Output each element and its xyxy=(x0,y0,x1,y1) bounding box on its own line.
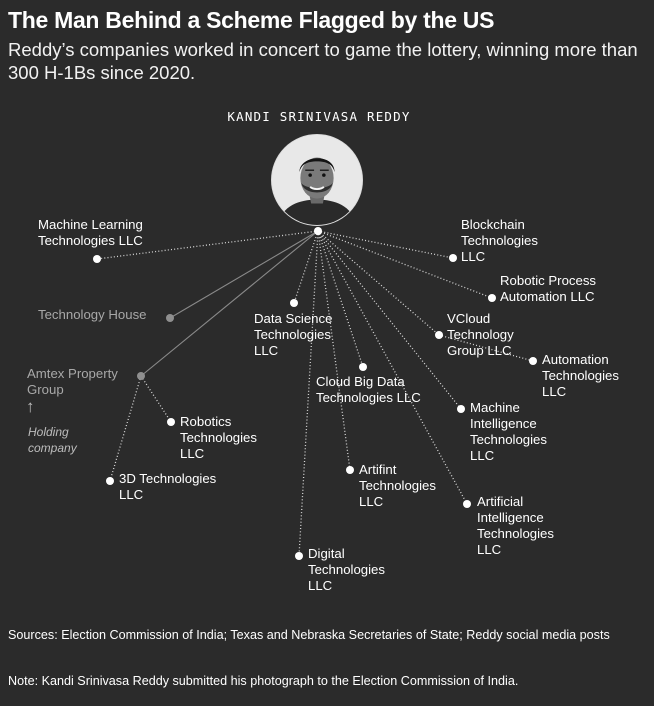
node-artificial-intelligence-technologies: Artificial Intelligence Technologies LLC xyxy=(477,494,554,557)
node-artifint-technologies: Artifint Technologies LLC xyxy=(359,462,436,509)
node-amtex-property-group: Amtex Property Group xyxy=(27,366,118,397)
node-dot-ai-tech xyxy=(463,500,471,508)
node-dot-blockchain xyxy=(449,254,457,262)
node-machine-intelligence-technologies: Machine Intelligence Technologies LLC xyxy=(470,400,547,463)
node-technology-house: Technology House xyxy=(38,307,147,322)
node-robotics-technologies: Robotics Technologies LLC xyxy=(180,414,257,461)
center-person-name: KANDI SRINIVASA REDDY xyxy=(227,109,411,124)
node-data-science-technologies: Data Science Technologies LLC xyxy=(254,311,333,358)
holding-company-note: Holding company xyxy=(28,425,77,455)
node-dot-automation xyxy=(529,357,537,365)
node-machine-learning-technologies: Machine Learning Technologies LLC xyxy=(38,217,143,248)
node-3d-technologies: 3D Technologies LLC xyxy=(119,471,217,502)
node-dot-ml-tech xyxy=(93,255,101,263)
photo-note: Note: Kandi Srinivasa Reddy submitted his photograph to the Election Commission of India. xyxy=(8,674,519,688)
node-dot-cloud-big-data xyxy=(359,363,367,371)
node-cloud-big-data-technologies: Cloud Big Data Technologies LLC xyxy=(316,374,421,405)
node-dot-data-science xyxy=(290,299,298,307)
center-hub-dot xyxy=(314,227,322,235)
sources-note: Sources: Election Commission of India; Texas and Nebraska Secretaries of State; Reddy social media posts xyxy=(8,628,610,642)
node-dot-tech-house xyxy=(166,314,174,322)
holding-company-arrow: ↑ xyxy=(26,397,35,416)
edge-center-to-blockchain xyxy=(318,231,453,258)
node-automation-technologies: Automation Technologies LLC xyxy=(542,352,619,399)
node-dot-amtex xyxy=(137,372,145,380)
node-blockchain-technologies: Blockchain Technologies LLC xyxy=(461,217,538,264)
person-photo xyxy=(271,134,363,226)
node-dot-artifint xyxy=(346,466,354,474)
node-vcloud-technology-group: VCloud Technology Group LLC xyxy=(447,311,514,358)
node-dot-rpa xyxy=(488,294,496,302)
portrait-illustration xyxy=(272,135,362,225)
node-dot-machine-intel xyxy=(457,405,465,413)
node-dot-3d-tech xyxy=(106,477,114,485)
edge-amtex-to-robotics-tech xyxy=(141,376,171,422)
chart-title: The Man Behind a Scheme Flagged by the US xyxy=(8,7,495,33)
node-dot-robotics-tech xyxy=(167,418,175,426)
node-robotic-process-automation: Robotic Process Automation LLC xyxy=(500,273,597,304)
edge-center-to-vcloud xyxy=(318,231,439,335)
node-dot-digital-tech xyxy=(295,552,303,560)
node-dot-vcloud xyxy=(435,331,443,339)
node-digital-technologies: Digital Technologies LLC xyxy=(308,546,385,593)
chart-subtitle: Reddy’s companies worked in concert to game the lottery, winning more than 300 H-1Bs since 2020. xyxy=(8,39,638,83)
